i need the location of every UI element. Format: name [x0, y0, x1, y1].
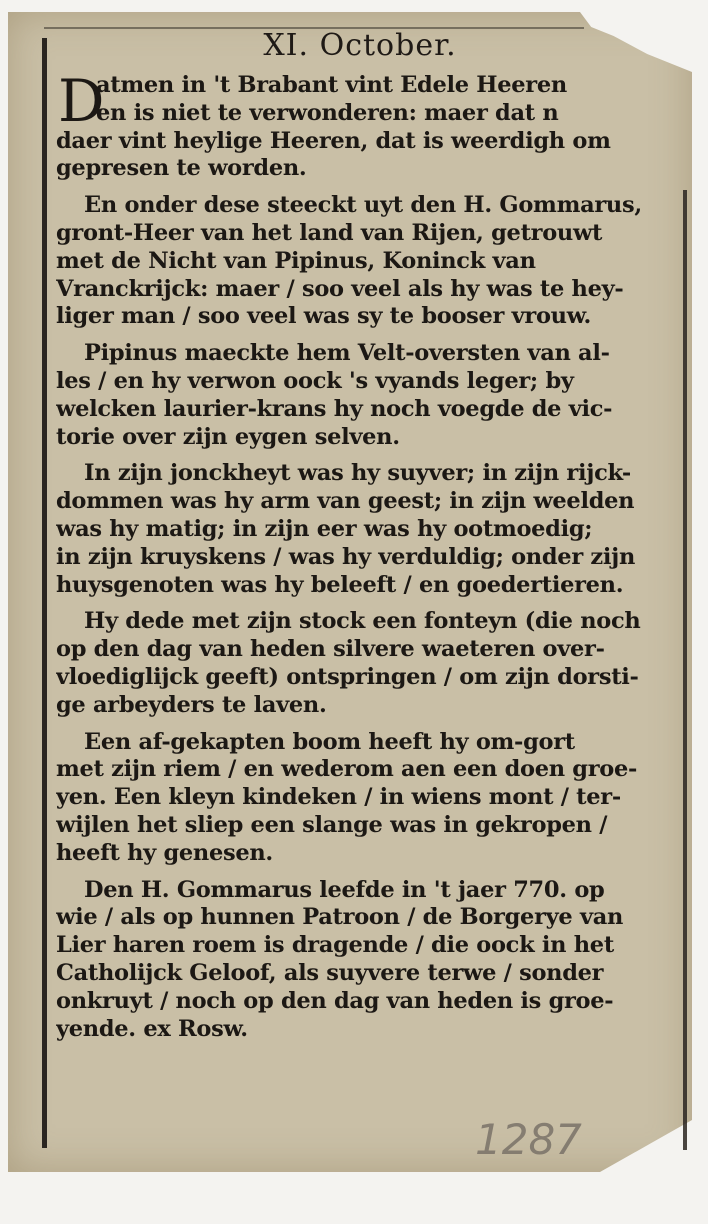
right-border-rule [683, 190, 687, 1150]
text-line: torie over zijn eygen selven. [56, 423, 400, 450]
text-line: Catholijck Geloof, als suyvere terwe / sonder [56, 959, 604, 986]
text-line: in zijn kruyskens / was hy verduldig; onder zijn [56, 543, 636, 570]
text-line: gront-Heer van het land van Rijen, getrouwt [56, 219, 603, 246]
text-line: In zijn jonckheyt was hy suyver; in zijn rijck- [84, 460, 631, 487]
text-line: Een af-gekapten boom heeft hy om-gort [84, 728, 575, 755]
text-line: Pipinus maeckte hem Velt-oversten van al- [84, 340, 610, 367]
text-line: huysgenoten was hy beleeft / en goedertieren. [56, 571, 624, 598]
text-line: liger man / soo veel was sy te booser vrouw. [56, 303, 592, 330]
text-line: Hy dede met zijn stock een fonteyn (die noch [84, 608, 641, 635]
text-line: yende. ex Rosw. [56, 1015, 248, 1042]
text-line: was hy matig; in zijn eer was hy ootmoedig; [56, 515, 593, 542]
text-line: dommen was hy arm van geest; in zijn weelden [56, 488, 635, 515]
text-line: daer vint heylige Heeren, dat is weerdigh om [56, 127, 611, 154]
drop-cap: D [58, 67, 105, 135]
text-line: op den dag van heden silvere waeteren over- [56, 636, 605, 663]
text-line: yen. Een kleyn kindeken / in wiens mont / ter- [56, 784, 621, 811]
handwritten-number: 1287 [475, 1115, 582, 1164]
text-line: vloediglijck geeft) ontspringen / om zijn dorsti- [56, 663, 639, 690]
text-line: Den H. Gommarus leefde in 't jaer 770. op [84, 876, 605, 903]
text-line: en is niet te verwonderen: maer dat n [96, 99, 559, 126]
text-line: ge arbeyders te laven. [56, 691, 327, 718]
text-line: Vranckrijck: maer / soo veel als hy was te hey- [56, 275, 624, 302]
text-line: met de Nicht van Pipinus, Koninck van [56, 247, 536, 274]
text-line: En onder dese steeckt uyt den H. Gommarus, [84, 192, 642, 219]
text-line: met zijn riem / en wederom aen een doen groe- [56, 756, 638, 783]
text-line: gepresen te worden. [56, 155, 307, 182]
text-line: onkruyt / noch op den dag van heden is groe- [56, 987, 614, 1014]
text-line: Lier haren roem is dragende / die oock in het [56, 932, 614, 959]
text-line: wie / als op hunnen Patroon / de Borgerye van [56, 904, 624, 931]
page-title: XI. October. [263, 28, 457, 63]
text-line: wijlen het sliep een slange was in gekropen / [56, 811, 608, 838]
text-line: atmen in 't Brabant vint Edele Heeren [96, 72, 567, 98]
text-line: heeft hy genesen. [56, 839, 273, 866]
text-line: welcken laurier-krans hy noch voegde de vic- [56, 395, 613, 422]
left-border-rule [42, 38, 47, 1148]
body-text [56, 67, 680, 1043]
text-line: les / en hy verwon oock 's vyands leger; by [56, 367, 574, 394]
